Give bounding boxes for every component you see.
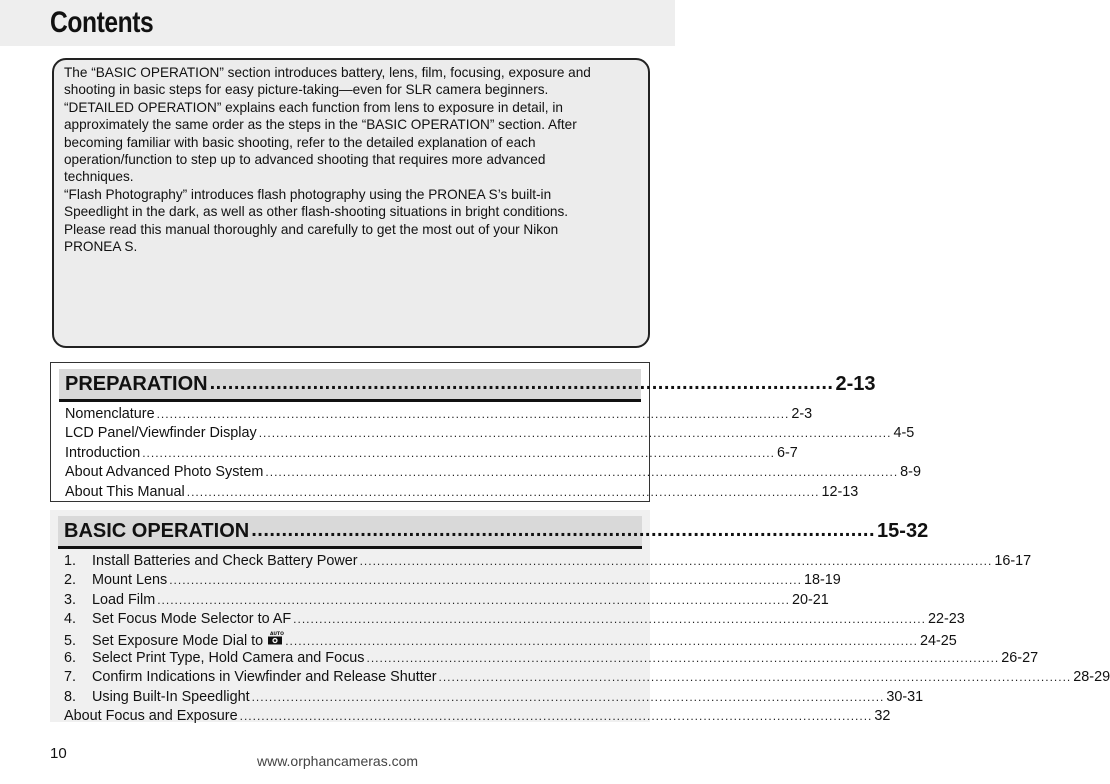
toc-entry[interactable] xyxy=(65,464,921,483)
entry-pages: 22-23 xyxy=(927,611,965,628)
entry-pages: 12-13 xyxy=(821,483,859,500)
toc-entry[interactable] xyxy=(65,425,915,444)
toc-entry[interactable] xyxy=(64,572,841,591)
toc-entry[interactable] xyxy=(64,708,891,727)
dot-leader: ....................................................................................................... xyxy=(209,371,834,394)
section-heading[interactable] xyxy=(58,516,929,549)
dot-leader: .................................................................................................................................................. xyxy=(293,612,926,627)
toc-entry[interactable] xyxy=(65,483,859,503)
entry-pages: 28-29 xyxy=(1073,669,1110,686)
intro-line: Please read this manual thoroughly and carefully to get the most out of your Nikon xyxy=(64,221,559,237)
svg-text:AUTO: AUTO xyxy=(270,631,285,637)
intro-line: PRONEA S. xyxy=(64,239,138,255)
section-heading[interactable] xyxy=(59,369,876,402)
toc-entry[interactable] xyxy=(65,406,813,425)
intro-line: techniques. xyxy=(64,169,134,185)
entry-number: 3. xyxy=(64,591,77,608)
entry-pages: 4-5 xyxy=(893,425,915,442)
entry-label: Set Exposure Mode Dial to xyxy=(92,632,264,649)
entry-label: Mount Lens xyxy=(92,572,168,589)
section-title: PREPARATION xyxy=(65,372,208,395)
entry-pages: 20-21 xyxy=(791,591,829,608)
page-number: 10 xyxy=(50,745,67,762)
entry-number: 7. xyxy=(64,669,77,686)
auto-camera-icon xyxy=(267,631,283,649)
dot-leader: .................................................................................................................................................. xyxy=(239,709,873,724)
entry-label: LCD Panel/Viewfinder Display xyxy=(65,425,257,442)
toc-entry[interactable] xyxy=(64,649,1039,669)
entry-label: Install Batteries and Check Battery Power xyxy=(92,553,358,569)
intro-line: “Flash Photography” introduces flash photography using the PRONEA S’s built-in xyxy=(64,186,552,202)
entry-pages: 24-25 xyxy=(919,632,957,649)
footer-url[interactable]: www.orphancameras.com xyxy=(256,753,419,769)
section-pages: 15-32 xyxy=(877,519,929,542)
section-basic-operation xyxy=(50,510,1110,725)
dot-leader: .................................................................................................................................................. xyxy=(285,633,918,648)
entry-label: About This Manual xyxy=(65,483,185,500)
entry-label: Nomenclature xyxy=(65,406,155,422)
entry-label: Load Film xyxy=(92,591,156,608)
entry-pages: 32 xyxy=(874,708,891,725)
dot-leader: ....................................................................................................... xyxy=(251,518,876,541)
entry-pages: 2-3 xyxy=(791,406,813,422)
intro-line: becoming familiar with basic shooting, refer to the detailed explanation of each xyxy=(64,134,536,150)
intro-line: shooting in basic steps for easy picture-taking—even for SLR camera beginners. xyxy=(64,82,549,98)
intro-line: The “BASIC OPERATION” section introduces battery, lens, film, focusing, exposure and xyxy=(64,65,591,80)
entry-pages: 30-31 xyxy=(886,688,924,705)
intro-line: approximately the same order as the steps in the “BASIC OPERATION” section. After xyxy=(64,117,577,133)
dot-leader: .................................................................................................................................................. xyxy=(169,573,802,588)
toc-entry[interactable] xyxy=(64,688,924,708)
dot-leader: .................................................................................................................................................. xyxy=(142,445,775,460)
entry-pages: 16-17 xyxy=(994,553,1032,569)
entry-pages: 26-27 xyxy=(1001,649,1039,666)
entry-label: Introduction xyxy=(65,444,141,461)
intro-line: Speedlight in the dark, as well as other flash-shooting situations in bright conditions. xyxy=(64,204,569,220)
toc-entry[interactable] xyxy=(65,444,798,464)
intro-box xyxy=(52,58,650,348)
intro-line: operation/function to step up to advanced shooting that requires more advanced xyxy=(64,152,546,168)
dot-leader: .................................................................................................................................................. xyxy=(366,650,1000,665)
section-title: BASIC OPERATION xyxy=(64,519,250,542)
entry-number: 5. xyxy=(64,632,77,649)
entry-pages: 6-7 xyxy=(776,444,798,461)
entry-number: 6. xyxy=(64,649,77,666)
dot-leader: .................................................................................................................................................. xyxy=(265,465,899,480)
entry-label: Set Focus Mode Selector to AF xyxy=(92,611,292,628)
entry-number: 2. xyxy=(64,572,77,589)
entry-label: About Advanced Photo System xyxy=(65,464,264,481)
dot-leader: .................................................................................................................................................. xyxy=(359,554,993,568)
dot-leader: .................................................................................................................................................. xyxy=(157,592,790,607)
entry-label: Using Built-In Speedlight xyxy=(92,688,250,705)
entry-pages: 18-19 xyxy=(803,572,841,589)
toc-entry[interactable] xyxy=(64,631,957,650)
entry-label: Confirm Indications in Viewfinder and Release Shutter xyxy=(92,669,437,686)
entry-number: 8. xyxy=(64,688,77,705)
dot-leader: .................................................................................................................................................. xyxy=(258,426,892,441)
entry-label: Select Print Type, Hold Camera and Focus xyxy=(92,649,365,666)
section-preparation xyxy=(50,362,921,502)
page-title: Contents xyxy=(50,6,154,39)
dot-leader: .................................................................................................................................................. xyxy=(156,407,790,421)
dot-leader: .................................................................................................................................................. xyxy=(251,689,885,704)
toc-entry[interactable] xyxy=(64,553,1032,572)
entry-label: About Focus and Exposure xyxy=(64,708,238,725)
entry-number: 4. xyxy=(64,611,77,628)
toc-entry[interactable] xyxy=(64,611,965,630)
entry-number: 1. xyxy=(64,553,77,569)
toc-entry[interactable] xyxy=(64,669,1110,688)
entry-pages: 8-9 xyxy=(900,464,921,481)
toc-entry[interactable] xyxy=(64,591,829,611)
section-pages: 2-13 xyxy=(835,372,876,395)
dot-leader: .................................................................................................................................................. xyxy=(186,484,820,499)
intro-line: “DETAILED OPERATION” explains each function from lens to exposure in detail, in xyxy=(64,99,563,115)
dot-leader: .................................................................................................................................................. xyxy=(438,670,1072,685)
